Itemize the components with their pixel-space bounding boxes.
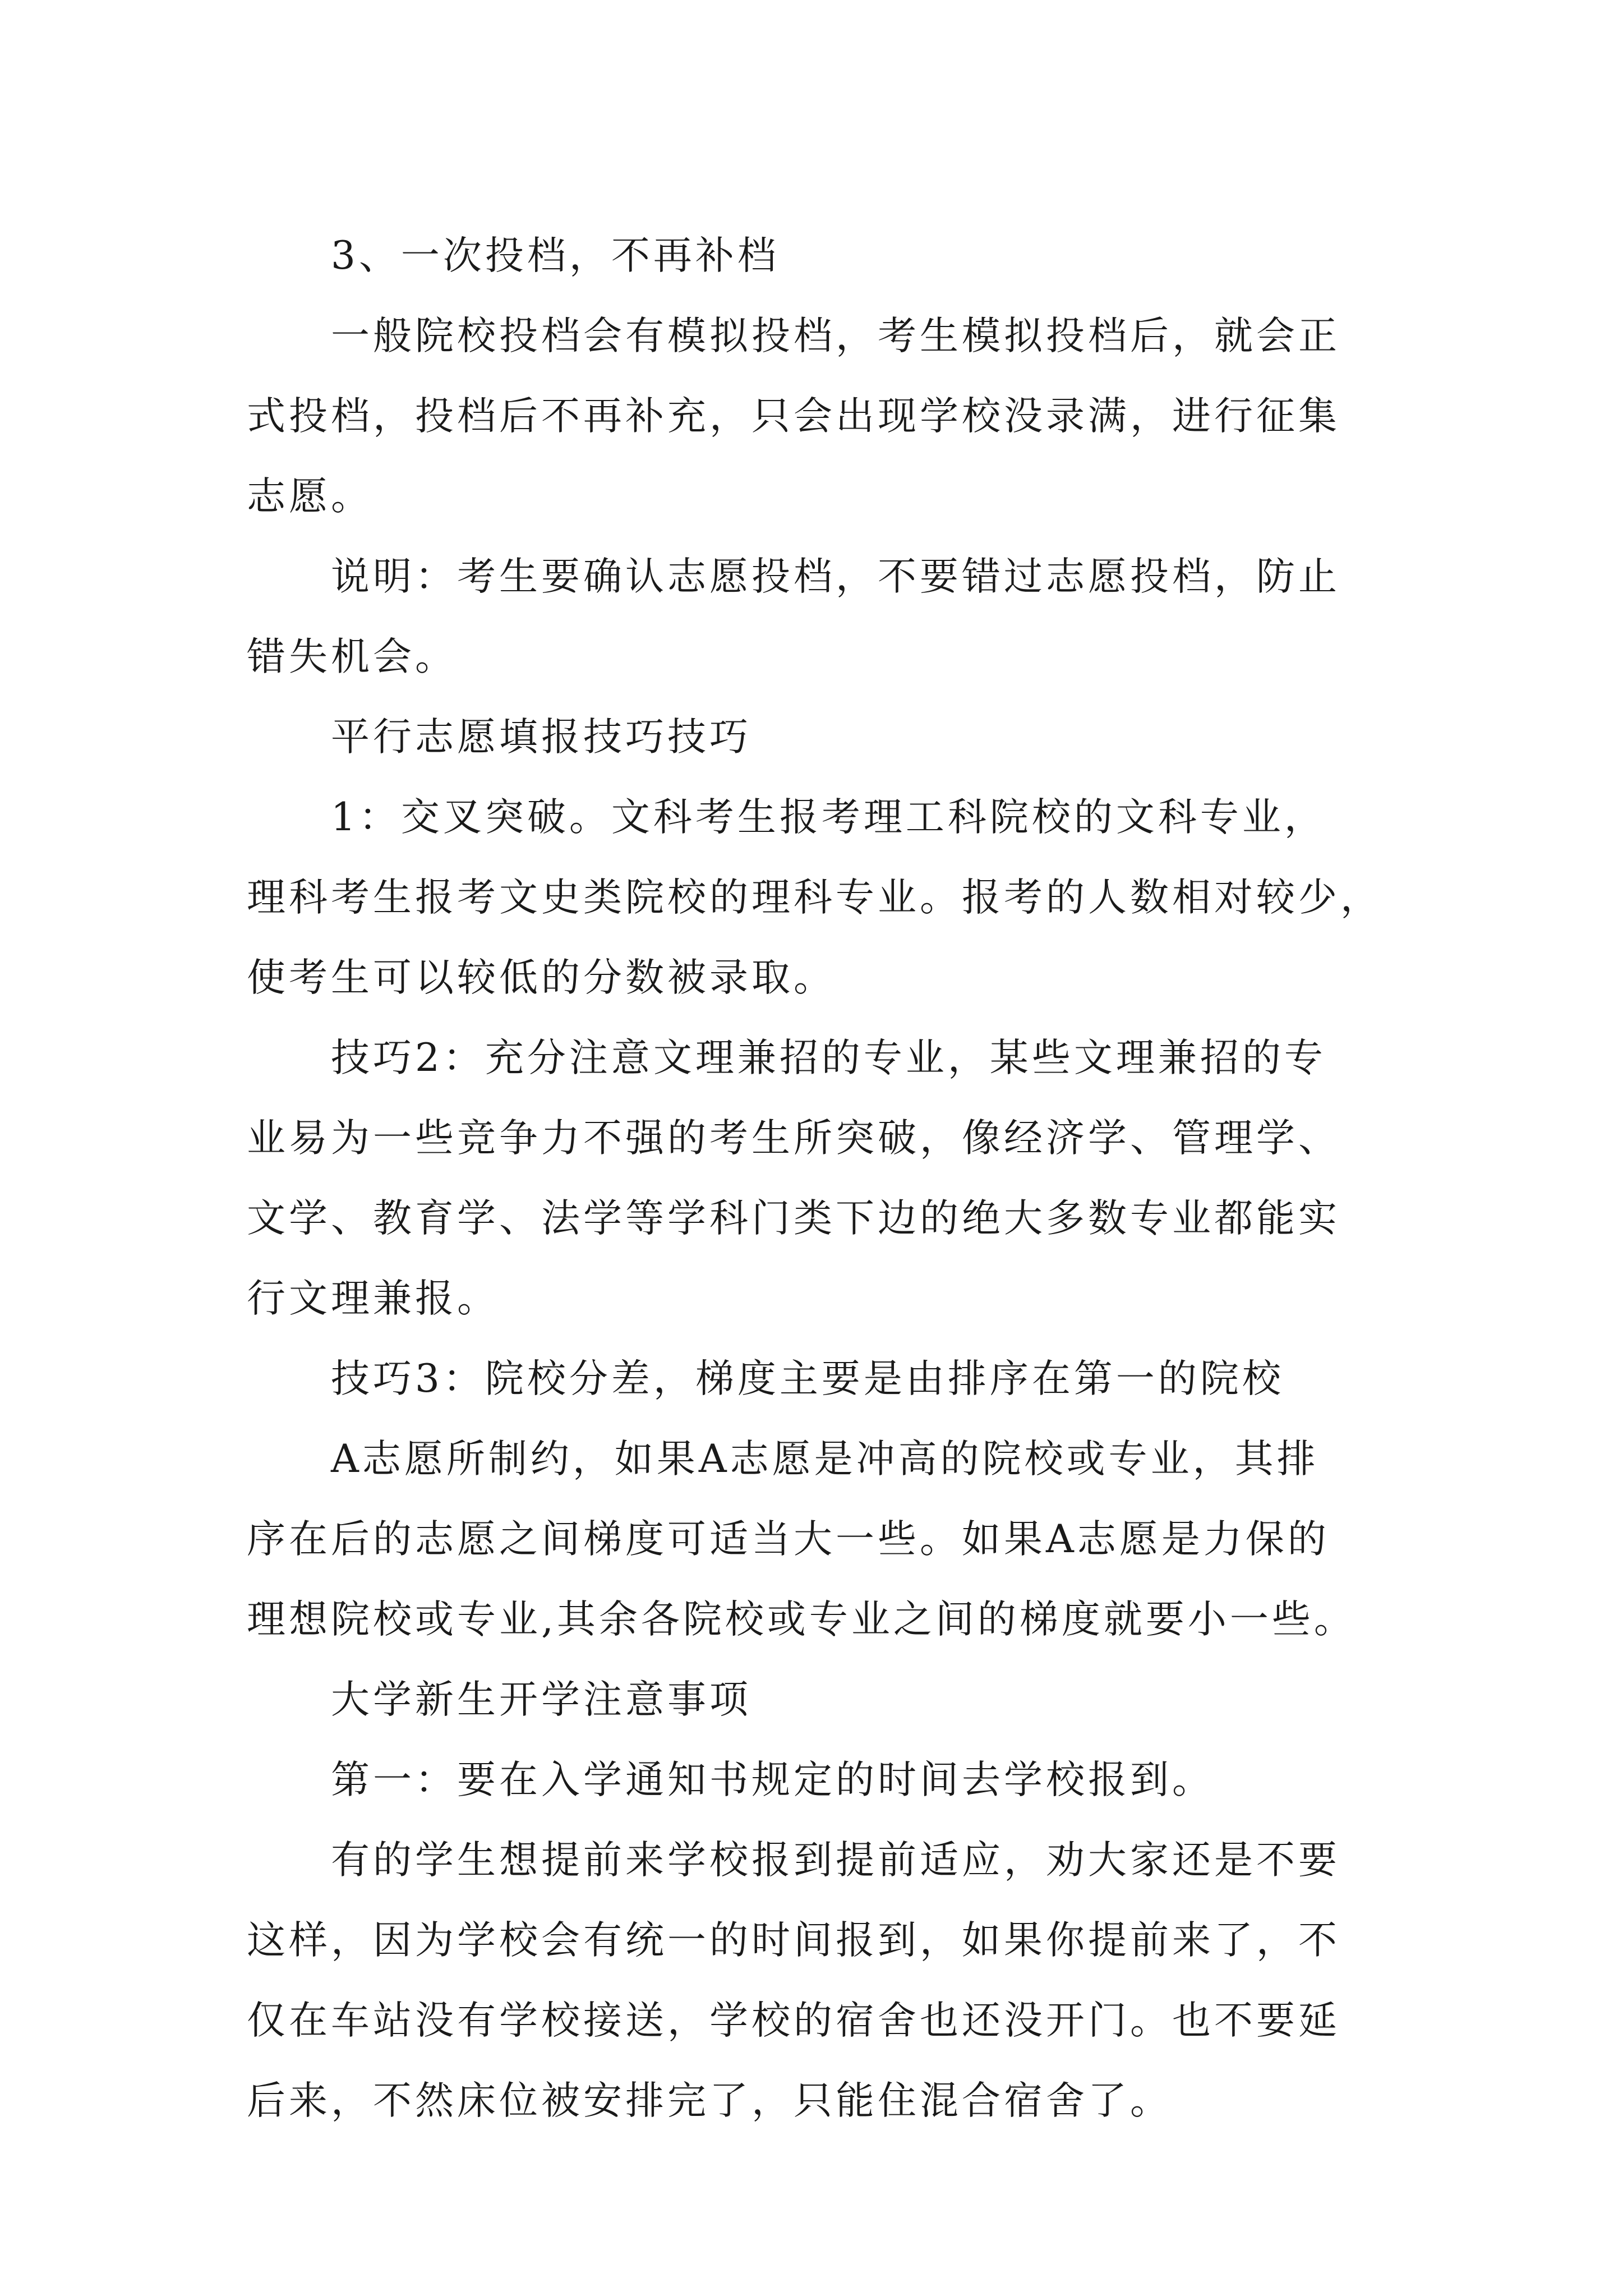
- text-line: 这样，因为学校会有统一的时间报到，如果你提前来了，不: [247, 1918, 1340, 1963]
- text-line: 行文理兼报。: [247, 1276, 499, 1321]
- text-line: 使考生可以较低的分数被录取。: [247, 955, 836, 1000]
- text-line: 志愿。: [247, 474, 373, 519]
- text-line: 平行志愿填报技巧技巧: [331, 715, 751, 760]
- text-line: 错失机会。: [247, 634, 457, 679]
- paragraph: [247, 296, 1391, 537]
- paragraph: [247, 1339, 1391, 1419]
- text-line: 一般院校投档会有模拟投档，考生模拟投档后，就会正: [331, 314, 1340, 358]
- text-line: 业易为一些竞争力不强的考生所突破，像经济学、管理学、: [247, 1116, 1340, 1161]
- section-heading: [247, 697, 1391, 777]
- paragraph: [247, 537, 1391, 697]
- paragraph: [247, 1018, 1391, 1339]
- text-line: 理想院校或专业,其余各院校或专业之间的梯度就要小一些。: [247, 1597, 1356, 1642]
- text-line: A志愿所制约，如果A志愿是冲高的院校或专业，其排: [331, 1437, 1319, 1481]
- text-line: 理科考生报考文史类院校的理科专业。报考的人数相对较少，: [247, 875, 1382, 920]
- text-line: 序在后的志愿之间梯度可适当大一些。如果A志愿是力保的: [247, 1517, 1330, 1562]
- text-line: 1：交叉突破。文科考生报考理工科院校的文科专业，: [331, 795, 1326, 840]
- text-line: 3、一次投档，不再补档: [331, 233, 780, 278]
- paragraph: [247, 1419, 1391, 1660]
- document-body: [247, 216, 1391, 2141]
- text-line: 第一：要在入学通知书规定的时间去学校报到。: [331, 1757, 1214, 1802]
- text-line: 大学新生开学注意事项: [331, 1677, 751, 1722]
- paragraph: [247, 1740, 1391, 1820]
- text-line: 式投档，投档后不再补充，只会出现学校没录满，进行征集: [247, 394, 1340, 439]
- text-line: 技巧2：充分注意文理兼招的专业，某些文理兼招的专: [331, 1036, 1326, 1080]
- section-heading: [247, 1660, 1391, 1740]
- text-line: 说明：考生要确认志愿投档，不要错过志愿投档，防止: [331, 554, 1340, 599]
- paragraph: [247, 777, 1391, 1018]
- text-line: 文学、教育学、法学等学科门类下边的绝大多数专业都能实: [247, 1196, 1340, 1241]
- text-line: 后来，不然床位被安排完了，只能住混合宿舍了。: [247, 2078, 1172, 2123]
- text-line: 有的学生想提前来学校报到提前适应，劝大家还是不要: [331, 1838, 1340, 1883]
- section-heading: [247, 216, 1391, 296]
- paragraph: [247, 1820, 1391, 2141]
- text-line: 仅在车站没有学校接送，学校的宿舍也还没开门。也不要延: [247, 1998, 1340, 2043]
- text-line: 技巧3：院校分差，梯度主要是由排序在第一的院校: [331, 1356, 1284, 1401]
